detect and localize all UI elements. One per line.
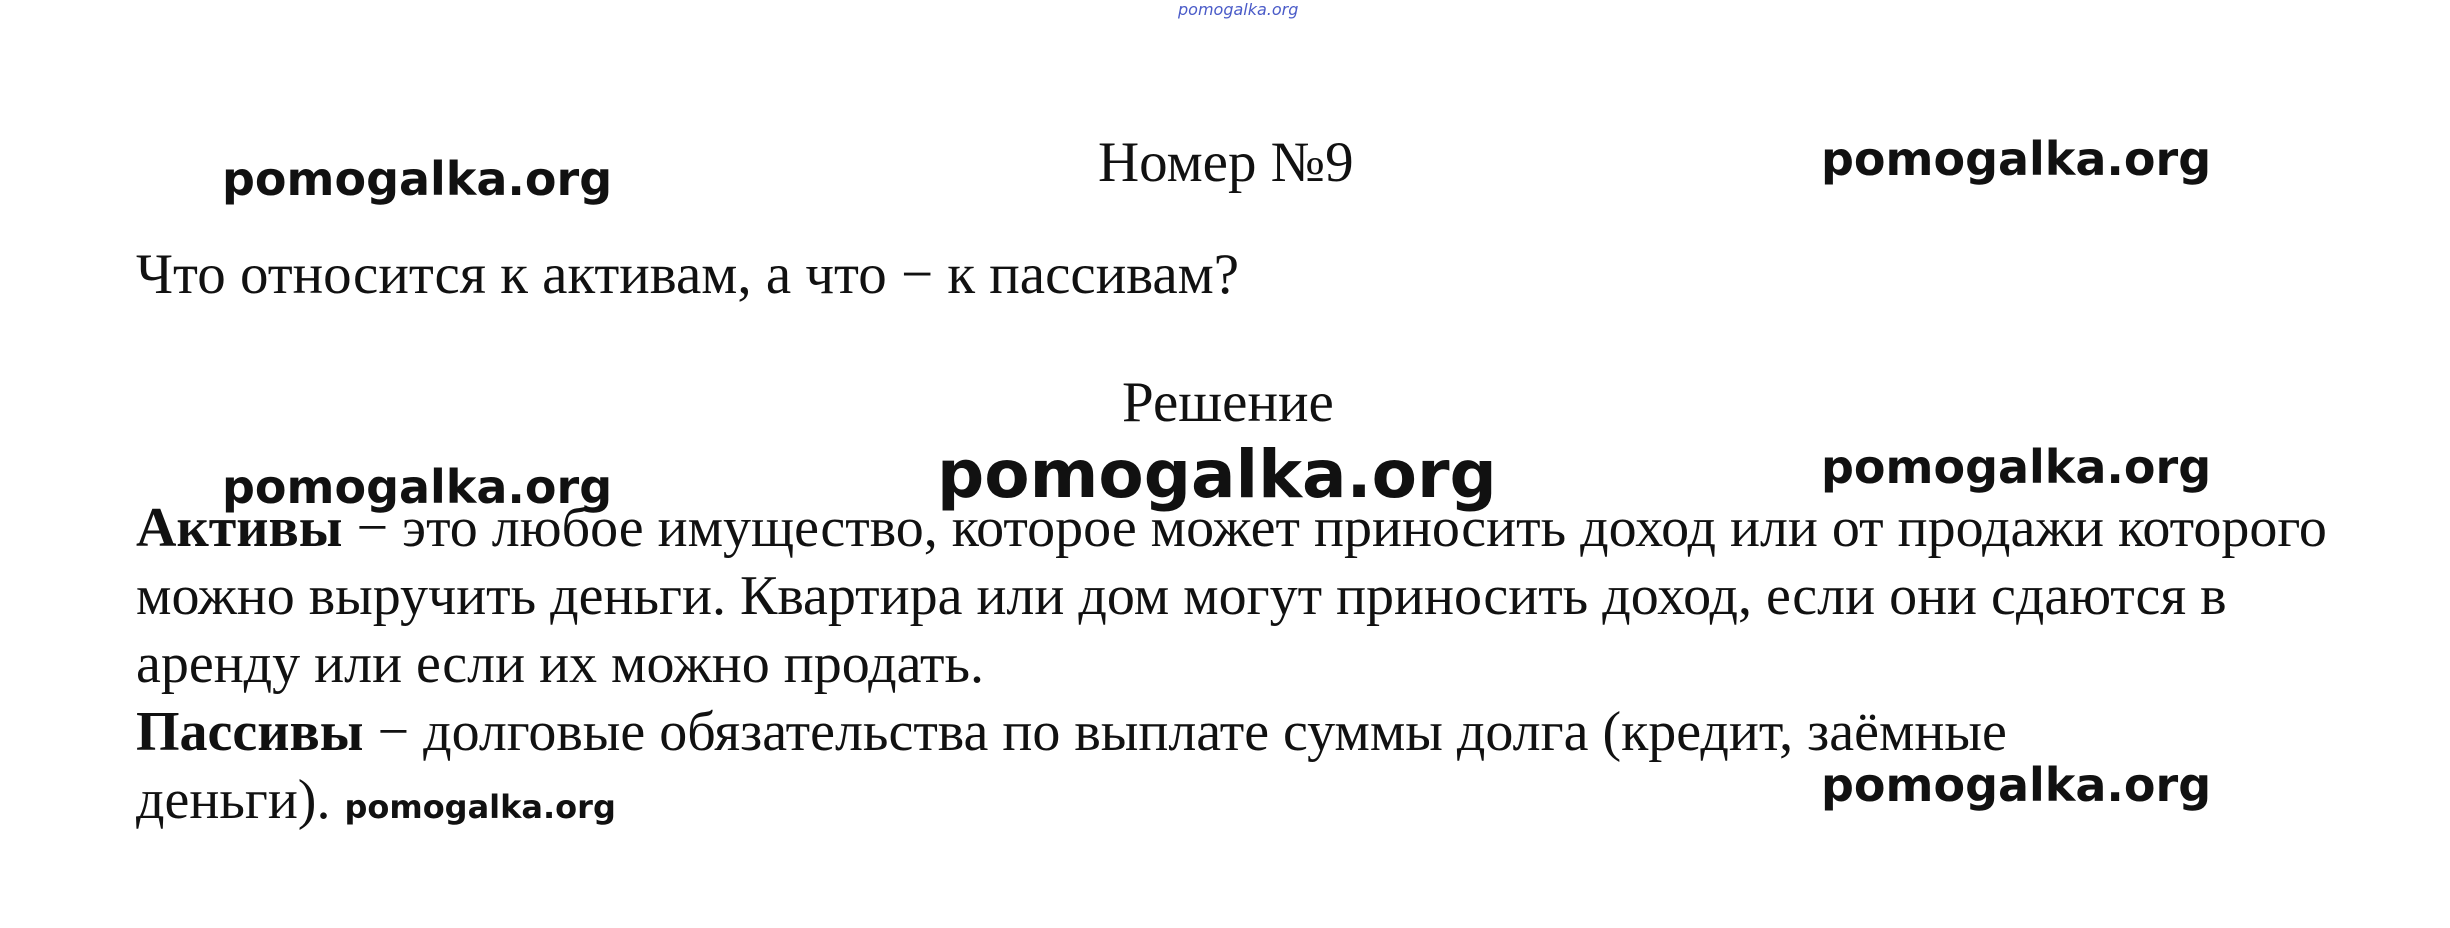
watermark: pomogalka.org (222, 460, 613, 514)
page-title: Номер №9 (1098, 131, 1354, 194)
liabilities-definition: − долговые обязательства по выплате суммы долга (кредит, заёмные деньги). (136, 701, 2007, 831)
assets-definition: − это любое имущество, которое может приносить доход или от продажи которого можно выручить деньги. Квартира или дом могут приносить доход, если они сдаются в аренду или если их можно продать. (136, 497, 2327, 695)
assets-paragraph (136, 494, 2396, 698)
watermark: pomogalka.org (222, 152, 613, 206)
watermark-large: pomogalka.org (937, 436, 1497, 513)
watermark: pomogalka.org (1821, 440, 2212, 494)
watermark: pomogalka.org (1821, 132, 2212, 186)
header-watermark: pomogalka.org (1178, 0, 1299, 19)
inline-watermark: pomogalka.org (344, 788, 616, 826)
assets-term: Активы (136, 497, 343, 559)
watermark: pomogalka.org (1821, 758, 2212, 812)
question-text: Что относится к активам, а что − к пассивам? (136, 243, 1240, 306)
solution-heading: Решение (1122, 371, 1334, 434)
liabilities-term: Пассивы (136, 701, 364, 763)
